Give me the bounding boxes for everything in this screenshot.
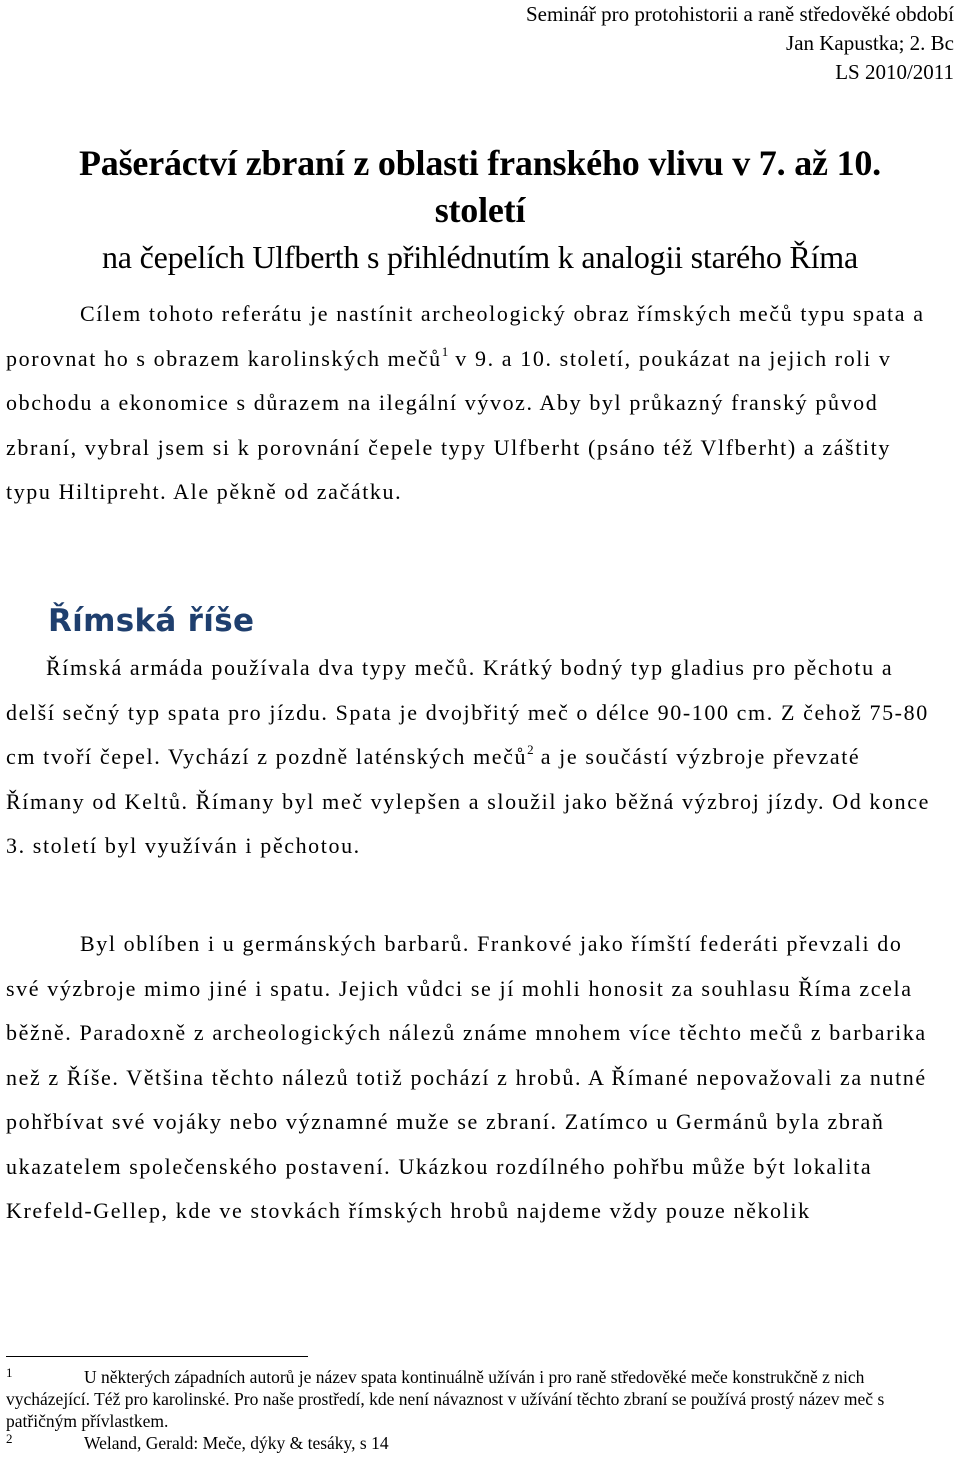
section-paragraph-2 <box>6 922 936 1234</box>
paragraph-2-text: Byl oblíben i u germánských barbarů. Frankové jako římští federáti převzali do své výzbroje mimo jiné i spatu. Jejich vůdci se jí mohli honosit za souhlasu Říma zcela běžně. Paradoxně z archeologických nálezů známe mnohem více těchto mečů z barbarika než z Říše. Většina těchto nálezů totiž pochází z hrobů. A Římané nepovažovali za nutné pohřbívat své vojáky nebo významné muže se zbraní. Zatímco u Germánů byla zbraň ukazatelem společenského postavení. Ukázkou rozdílného pohřbu může být lokalita Krefeld-Gellep, kde ve stovkách římských hrobů najdeme vždy pouze několik <box>6 931 927 1223</box>
page-header <box>526 0 954 87</box>
section-paragraph-1 <box>6 646 936 869</box>
document-title <box>0 140 960 280</box>
intro-paragraph <box>6 292 936 515</box>
header-author: Jan Kapustka; 2. Bc <box>786 31 954 55</box>
footnote-2-text: Weland, Gerald: Meče, dýky & tesáky, s 14 <box>84 1433 389 1453</box>
footnote-1-text: U některých západních autorů je název spata kontinuálně užíván i pro raně středověké meče konstrukčně z nich vycházející. Též pro karolinské. Pro naše prostředí, kde není návaznost v užívání těchto zbraní se používá prostý název meč s patřičným přívlastkem. <box>6 1367 885 1431</box>
footnote-ref-2[interactable]: 2 <box>527 742 534 757</box>
intro-text: Cílem tohoto referátu je nastínit archeologický obraz římských mečů typu spata a porovnat ho s obrazem karolinských mečů <box>6 301 925 371</box>
title-line-2: století <box>434 190 526 230</box>
footnotes <box>6 1366 936 1454</box>
section-heading: Římská říše <box>48 603 255 639</box>
header-seminar: Seminář pro protohistorii a raně středověké období <box>525 2 954 26</box>
intro-text-continued: v 9. a 10. století, poukázat na jejich roli v obchodu a ekonomice s důrazem na ilegální vývoz. Aby byl průkazný franský původ zbraní, vybral jsem si k porovnání čepele typy Ulfberht (psáno též Vlfberht) a záštity typu Hiltipreht. Ale pěkně od začátku. <box>6 345 892 504</box>
header-term: LS 2010/2011 <box>835 60 954 84</box>
document-subtitle: na čepelích Ulfberth s přihlédnutím k analogii starého Říma <box>102 239 858 275</box>
footnote-1 <box>6 1366 936 1432</box>
footnote-separator <box>6 1356 308 1357</box>
footnote-2-number: 2 <box>6 1431 13 1446</box>
footnote-ref-1[interactable]: 1 <box>441 343 449 359</box>
paragraph-1-text: Římská armáda používala dva typy mečů. Krátký bodný typ gladius pro pěchotu a delší sečný typ spata pro jízdu. Spata je dvojbřitý meč o délce 90-100 cm. Z čehož 75-80 cm tvoří čepel. Vychází z pozdně laténských mečů <box>6 655 929 769</box>
title-line-1: Pašeráctví zbraní z oblasti franského vlivu v 7. až 10. <box>79 143 881 183</box>
footnote-2 <box>6 1432 936 1454</box>
footnote-1-number: 1 <box>6 1365 13 1380</box>
paragraph-1-text-continued: a je součástí výzbroje převzaté Římany od Keltů. Římany byl meč vylepšen a sloužil jako běžná výzbroj jízdy. Od konce 3. století byl využíván i pěchotou. <box>6 744 930 858</box>
